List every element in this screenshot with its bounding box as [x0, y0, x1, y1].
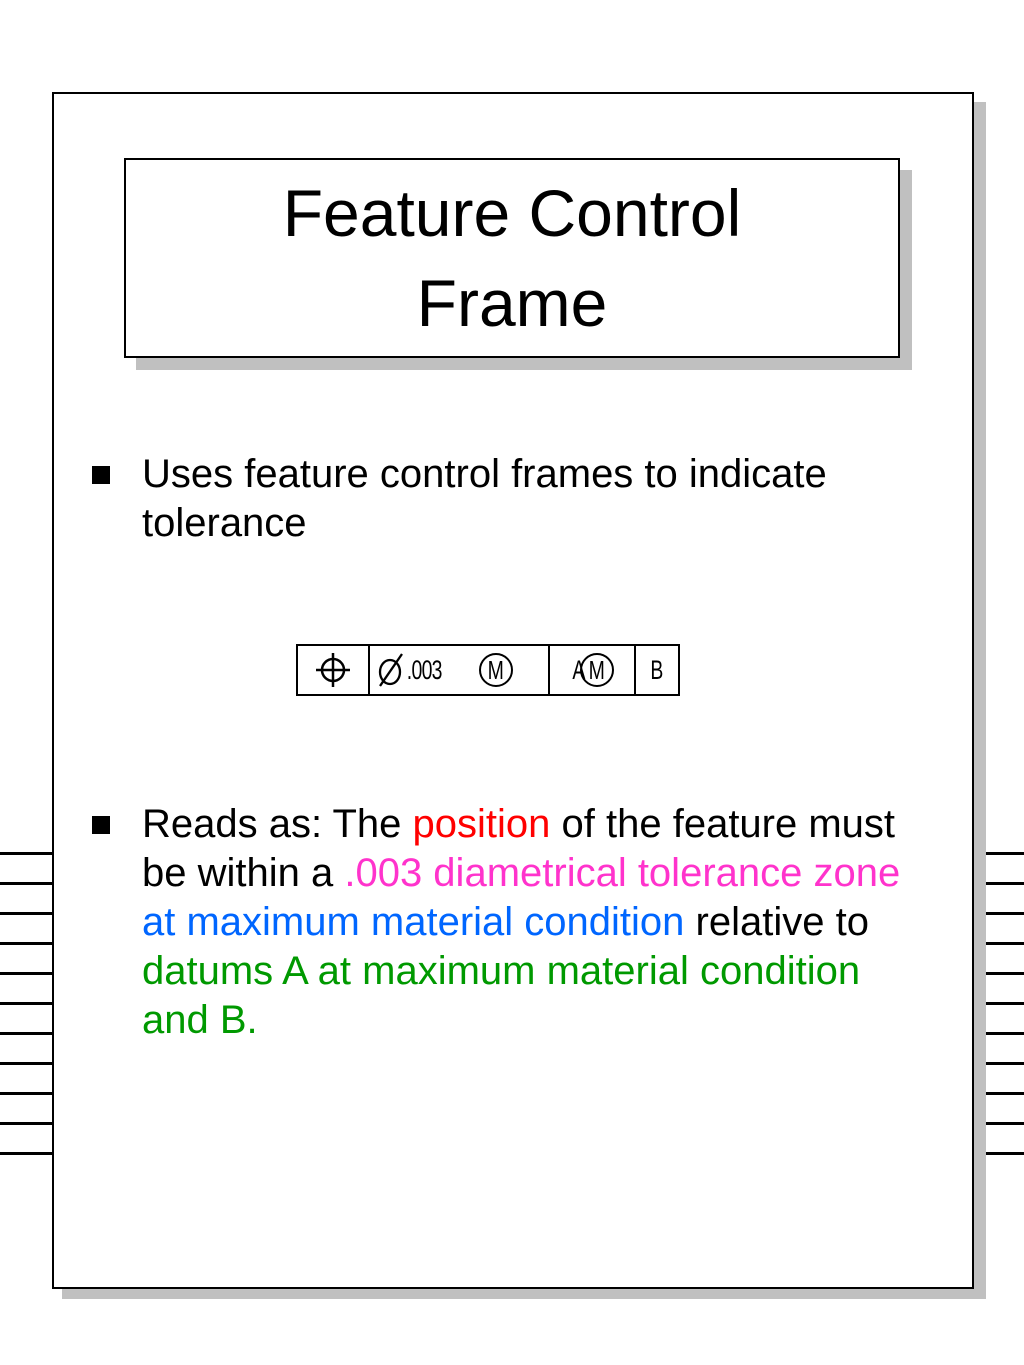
hatch-line — [0, 1032, 52, 1035]
fcf-symbol-cell — [298, 646, 370, 694]
hatch-line — [986, 912, 1024, 915]
hatch-line — [0, 942, 52, 945]
tolerance-zone-term: .003 diametrical tolerance zone — [344, 851, 901, 895]
hatch-line — [0, 1152, 52, 1155]
hatch-line — [0, 1092, 52, 1095]
hatch-line — [986, 972, 1024, 975]
primary-datum-letter: A — [572, 654, 586, 685]
bullet-segment: of the feature must be within a — [142, 802, 896, 895]
material-condition-term: at maximum material condition — [142, 900, 685, 944]
hatch-line — [986, 852, 1024, 855]
bullet-segment: Uses feature control frames to indicate tolerance — [142, 452, 827, 545]
secondary-datum-letter: B — [650, 654, 664, 685]
fcf-primary-datum-cell — [550, 646, 636, 694]
bullet-square-icon — [92, 466, 110, 484]
hatch-line — [986, 882, 1024, 885]
feature-control-frame — [296, 644, 680, 696]
hatch-line — [0, 1122, 52, 1125]
fcf-tolerance-cell — [370, 646, 550, 694]
position-term: position — [412, 802, 551, 846]
fcf-secondary-datum-cell — [636, 646, 678, 694]
hatch-line — [0, 972, 52, 975]
mmc-modifier-letter: M — [487, 654, 504, 685]
diameter-symbol-icon — [376, 652, 406, 688]
datums-term: datums A at maximum material condition and B. — [142, 949, 861, 1042]
hatch-line — [0, 1002, 52, 1005]
mmc-modifier-icon — [479, 653, 513, 687]
hatch-line — [986, 1122, 1024, 1125]
hatch-line — [986, 1092, 1024, 1095]
title-box — [124, 158, 900, 358]
hatch-line — [0, 1062, 52, 1065]
hatch-line — [986, 1062, 1024, 1065]
bullet-segment: relative to — [684, 900, 869, 944]
hatch-line — [0, 852, 52, 855]
bullet-text — [142, 450, 932, 548]
hatch-line — [0, 912, 52, 915]
hatch-line — [986, 1152, 1024, 1155]
bullet-segment: Reads as: The — [142, 802, 413, 846]
position-symbol-icon — [313, 650, 353, 690]
hatch-line — [0, 882, 52, 885]
bullet-square-icon — [92, 816, 110, 834]
hatch-line — [986, 942, 1024, 945]
bullet-text — [142, 800, 932, 1045]
tolerance-value: .003 — [406, 654, 442, 685]
slide-title: Feature Control Frame — [282, 176, 742, 340]
hatch-line — [986, 1032, 1024, 1035]
datum-mmc-modifier-letter: M — [588, 654, 605, 685]
hatch-line — [986, 1002, 1024, 1005]
